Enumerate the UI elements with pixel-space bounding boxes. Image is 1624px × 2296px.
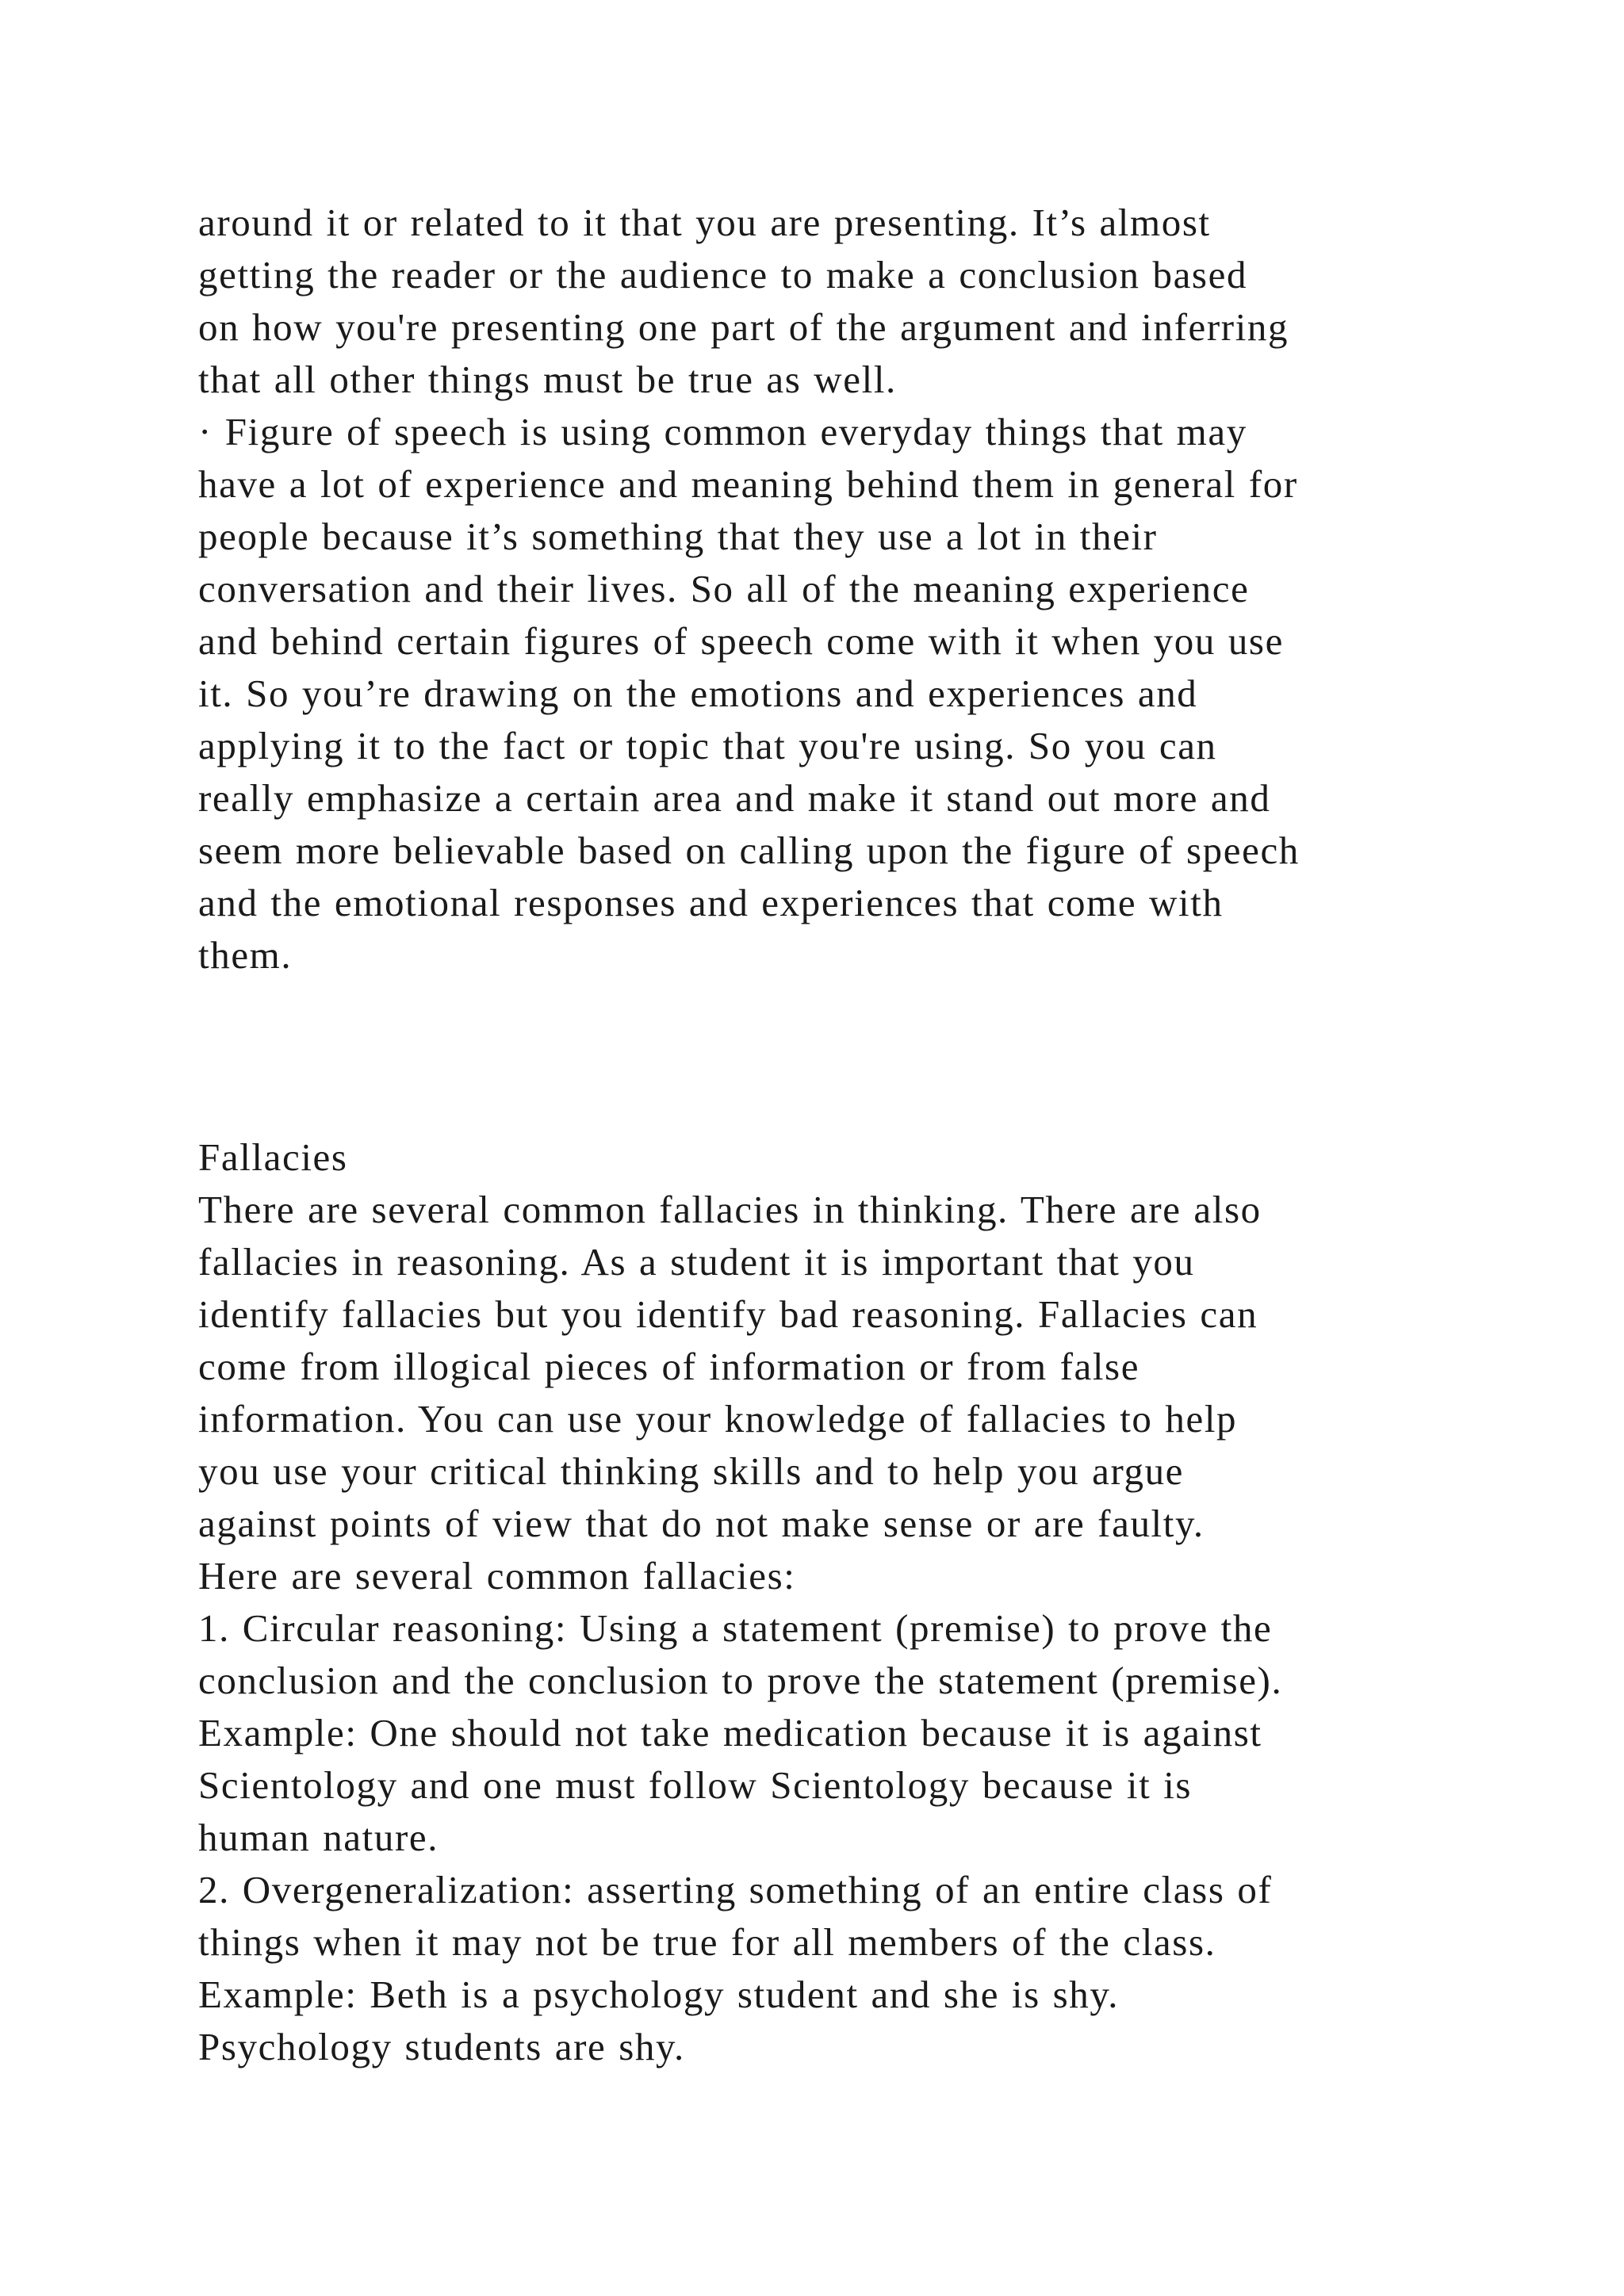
text-line: really emphasize a certain area and make it stand out more and <box>198 776 1271 820</box>
text-line: fallacies in reasoning. As a student it is important that you <box>198 1240 1195 1284</box>
text-line: and the emotional responses and experiences that come with <box>198 881 1224 924</box>
text-line: information. You can use your knowledge of fallacies to help <box>198 1397 1238 1441</box>
text-line: around it or related to it that you are presenting. It’s almost <box>198 201 1211 244</box>
text-line: Example: One should not take medication because it is against <box>198 1711 1262 1755</box>
text-line: have a lot of experience and meaning behind them in general for <box>198 462 1298 506</box>
text-line: on how you're presenting one part of the argument and inferring <box>198 305 1289 349</box>
list-item-line: 2. Overgeneralization: asserting something of an entire class of <box>198 1868 1273 1911</box>
text-line: Scientology and one must follow Scientology because it is <box>198 1763 1193 1807</box>
section-heading: Fallacies <box>198 1135 348 1179</box>
text-line: Psychology students are shy. <box>198 2025 685 2068</box>
text-line: people because it’s something that they use a lot in their <box>198 515 1158 558</box>
text-line: it. So you’re drawing on the emotions and experiences and <box>198 672 1198 715</box>
text-line: identify fallacies but you identify bad reasoning. Fallacies can <box>198 1292 1258 1336</box>
text-line: human nature. <box>198 1816 439 1859</box>
text-line: conversation and their lives. So all of the meaning experience <box>198 567 1250 610</box>
text-line: applying it to the fact or topic that you're using. So you can <box>198 724 1217 767</box>
text-line: and behind certain figures of speech come with it when you use <box>198 619 1284 663</box>
text-line: against points of view that do not make sense or are faulty. <box>198 1502 1205 1545</box>
text-line: conclusion and the conclusion to prove the statement (premise). <box>198 1659 1283 1702</box>
bullet-line: · Figure of speech is using common everyday things that may <box>198 410 1247 453</box>
text-line: seem more believable based on calling upon the figure of speech <box>198 828 1300 872</box>
text-line: things when it may not be true for all members of the class. <box>198 1920 1216 1964</box>
body-text-fallacies <box>198 1131 1515 2073</box>
text-line: them. <box>198 933 293 977</box>
text-line: Here are several common fallacies: <box>198 1554 796 1598</box>
text-line: Example: Beth is a psychology student and she is shy. <box>198 1973 1120 2016</box>
text-line: come from illogical pieces of information or from false <box>198 1345 1140 1388</box>
text-line: that all other things must be true as well. <box>198 358 897 401</box>
list-item-line: 1. Circular reasoning: Using a statement (premise) to prove the <box>198 1606 1273 1650</box>
text-line: There are several common fallacies in thinking. There are also <box>198 1188 1262 1231</box>
text-line: you use your critical thinking skills and to help you argue <box>198 1449 1185 1493</box>
text-line: getting the reader or the audience to make a conclusion based <box>198 253 1248 297</box>
body-text-figure-of-speech <box>198 197 1515 982</box>
